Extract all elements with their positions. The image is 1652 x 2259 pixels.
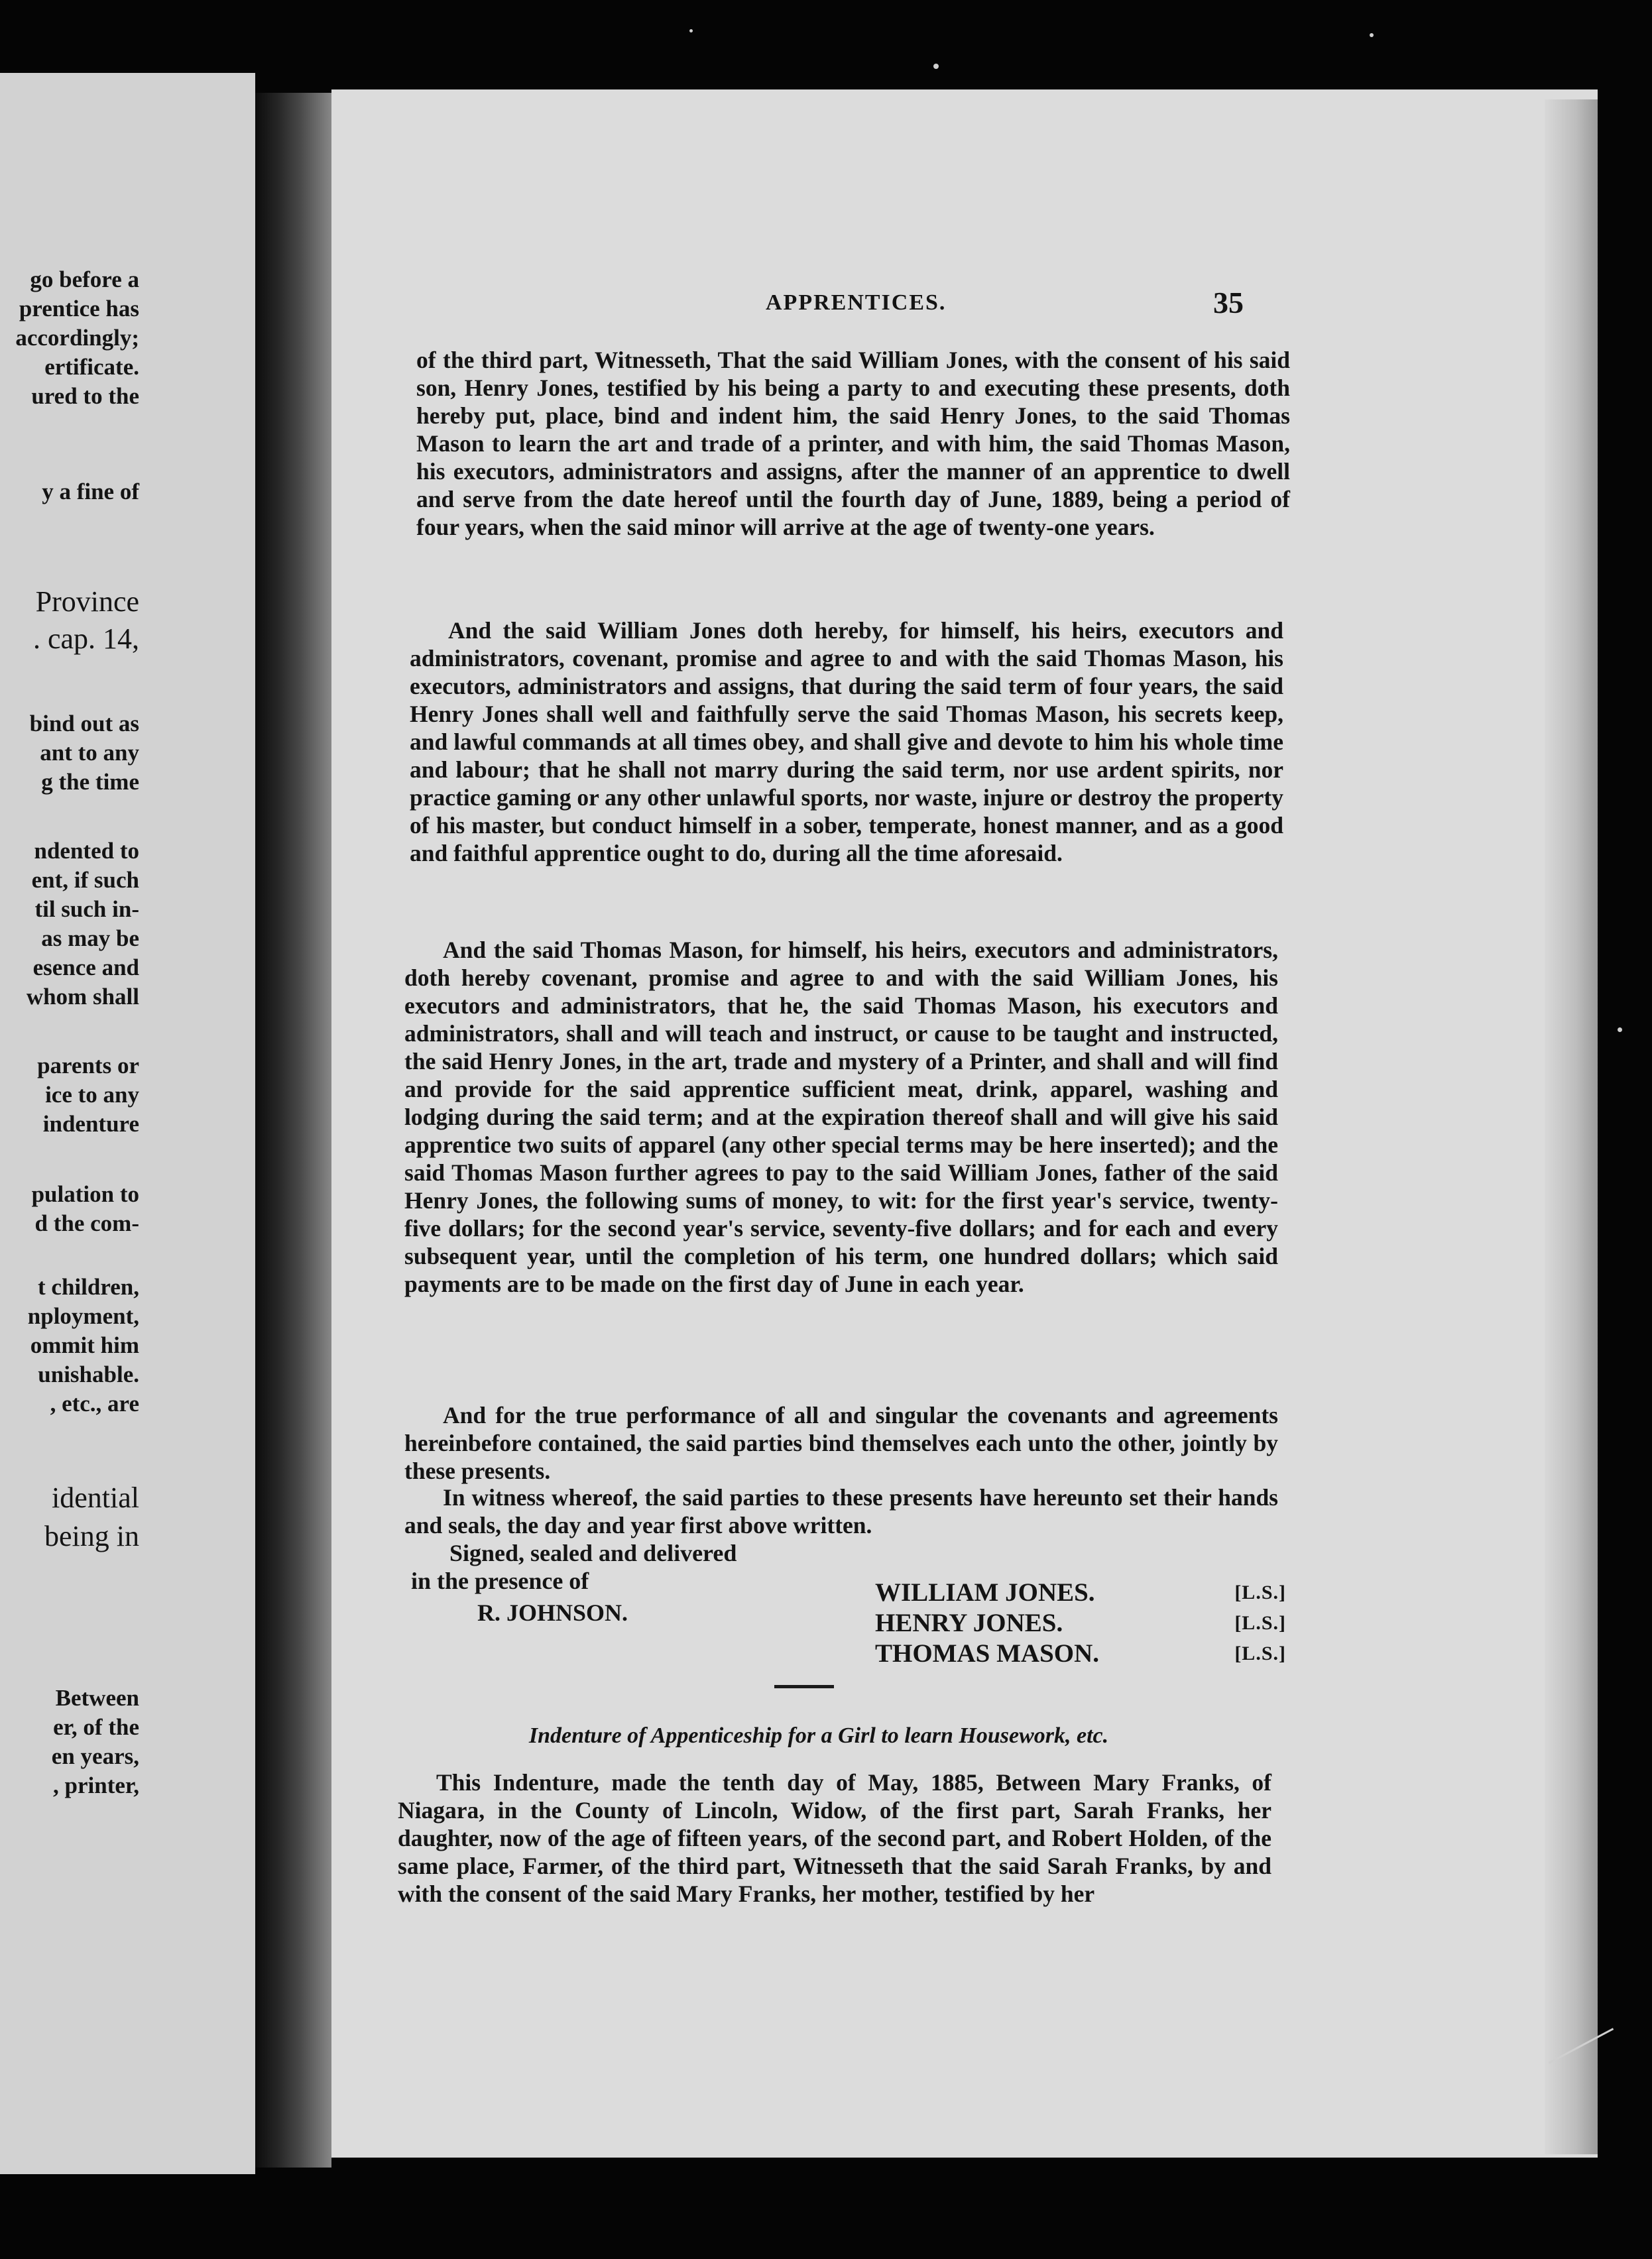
page-number: 35 — [1213, 286, 1244, 319]
witness-name: R. JOHNSON. — [477, 1599, 628, 1626]
running-head: APPRENTICES. — [766, 290, 947, 315]
left-page-fragment: ured to the — [31, 383, 139, 409]
signatory-row — [875, 1608, 1286, 1639]
signatory-row — [875, 1639, 1286, 1669]
left-page-fragment: , etc., are — [50, 1391, 139, 1417]
left-page-fragment: being in — [44, 1520, 139, 1552]
left-page — [0, 73, 255, 2174]
left-page-fragment: as may be — [41, 925, 139, 951]
left-page-fragment: en years, — [51, 1743, 139, 1769]
left-page-fragment: ant to any — [40, 740, 139, 766]
left-page-fragment: esence and — [32, 955, 139, 980]
signed-line-1: Signed, sealed and delivered — [449, 1540, 737, 1566]
paragraph-final: This Indenture, made the tenth day of May, 1885, Between Mary Franks, of Niagara, in the County of Lincoln, Widow, of the first part, Sarah Franks, her daughter, now of the age of fifteen years, of the second part, and Robert Holden, of the same place, Farmer, of the third part, Witnesseth that the said Sarah Franks, by and with the consent of the said Mary Franks, her mother, testified by her — [398, 1769, 1271, 1907]
left-page-fragment: til such in- — [34, 896, 139, 922]
left-page-fragment: idential — [52, 1481, 139, 1514]
left-page-fragment: d the com- — [34, 1210, 139, 1236]
left-page-fragment: go before a — [30, 266, 139, 292]
left-page-fragment: Province — [35, 585, 139, 618]
left-page-fragment: unishable. — [38, 1361, 139, 1387]
film-speck — [933, 64, 939, 69]
left-page-fragment: accordingly; — [15, 325, 139, 351]
seal-mark: [L.S.] — [1234, 1643, 1286, 1664]
signatory-name: WILLIAM JONES. — [875, 1578, 1095, 1607]
left-page-fragment: ommit him — [30, 1332, 139, 1358]
left-page-fragment: indenture — [42, 1111, 139, 1137]
left-page-fragment: ice to any — [45, 1082, 139, 1108]
paragraph-5: In witness whereof, the said parties to these presents have hereunto set their hands and seals, the day and year first above written. — [404, 1484, 1278, 1538]
left-page-fragment: whom shall — [26, 984, 139, 1010]
left-page-fragment: prentice has — [19, 296, 139, 321]
left-page-fragment: t children, — [38, 1274, 139, 1300]
left-page-fragment: g the time — [41, 769, 139, 795]
signed-line-2: in the presence of — [411, 1568, 589, 1594]
film-speck — [1618, 1027, 1622, 1032]
paragraph-1: of the third part, Witnesseth, That the said William Jones, with the consent of his said son, Henry Jones, testified by his being a party to and executing these presents, doth hereby put, place, bind and indent him, the said Henry Jones, to the said Thomas Mason to learn the art and trade of a printer, and with him, the said Thomas Mason, his executors, administrators and assigns, after the manner of an apprentice to dwell and serve from the date hereof until the fourth day of June, 1889, being a period of four years, when the said minor will arrive at the age of twenty-one years. — [416, 347, 1290, 540]
left-page-fragment: parents or — [37, 1053, 139, 1078]
left-page-fragment: , printer, — [53, 1772, 139, 1798]
paragraph-4: And for the true performance of all and singular the covenants and agreements hereinbefore contained, the said parties bind themselves each unto the other, jointly by these presents. — [404, 1402, 1278, 1484]
seal-mark: [L.S.] — [1234, 1612, 1286, 1634]
film-speck — [689, 29, 693, 32]
left-page-fragment: y a fine of — [42, 479, 139, 504]
left-page-fragment: bind out as — [29, 711, 139, 736]
signatories — [875, 1578, 1286, 1669]
book-gutter — [255, 93, 331, 2168]
left-page-fragment: ent, if such — [31, 867, 139, 893]
left-page-fragment: ndented to — [34, 838, 139, 864]
signed-presence — [411, 1539, 737, 1595]
film-speck — [1370, 33, 1374, 37]
page-edge — [1545, 99, 1598, 2154]
left-page-fragment: er, of the — [53, 1714, 139, 1740]
signatory-name: THOMAS MASON. — [875, 1639, 1100, 1668]
section-divider — [774, 1685, 834, 1688]
left-page-fragment: . cap. 14, — [32, 622, 139, 655]
seal-mark: [L.S.] — [1234, 1582, 1286, 1603]
left-page-fragment: nployment, — [27, 1303, 139, 1329]
left-page-fragment: pulation to — [31, 1181, 139, 1207]
signatory-row — [875, 1578, 1286, 1608]
signatory-name: HENRY JONES. — [875, 1609, 1063, 1637]
left-page-fragment: Between — [55, 1685, 139, 1711]
paragraph-3: And the said Thomas Mason, for himself, his heirs, executors and administrators, doth hereby covenant, promise and agree to and with the said William Jones, his executors and administrators, that he, the said Thomas Mason, his executors and administrators, shall and will teach and instruct, or cause to be taught and instructed, the said Henry Jones, in the art, trade and mystery of a Printer, and shall and will find and provide for the said apprentice sufficient meat, drink, apparel, washing and lodging during the said term; and at the expiration thereof shall and will give his said apprentice two suits of apparel (any other special terms may be here inserted); and the said Thomas Mason further agrees to pay to the said William Jones, father of the said Henry Jones, the following sums of money, to wit: for the first year's service, twenty-five dollars; for the second year's service, seventy-five dollars; and for each and every subsequent year, until the completion of his term, one hundred dollars; which said payments are to be made on the first day of June in each year. — [404, 937, 1278, 1297]
left-page-fragment: ertificate. — [44, 354, 139, 380]
paragraph-2: And the said William Jones doth hereby, for himself, his heirs, executors and administrators, covenant, promise and agree to and with the said Thomas Mason, his executors, administrators and assigns, that during the said term of four years, the said Henry Jones shall well and faithfully serve the said Thomas Mason, his secrets keep, and lawful commands at all times obey, and shall give and devote to him his whole time and labour; that he shall not marry during the said term, nor use ardent spirits, nor practice gaming or any other unlawful sports, nor waste, injure or destroy the property of his master, but conduct himself in a sober, temperate, honest manner, and as a good and faithful apprentice ought to do, during all the time aforesaid. — [410, 617, 1283, 866]
section-heading: Indenture of Appenticeship for a Girl to learn Housework, etc. — [528, 1723, 1109, 1748]
